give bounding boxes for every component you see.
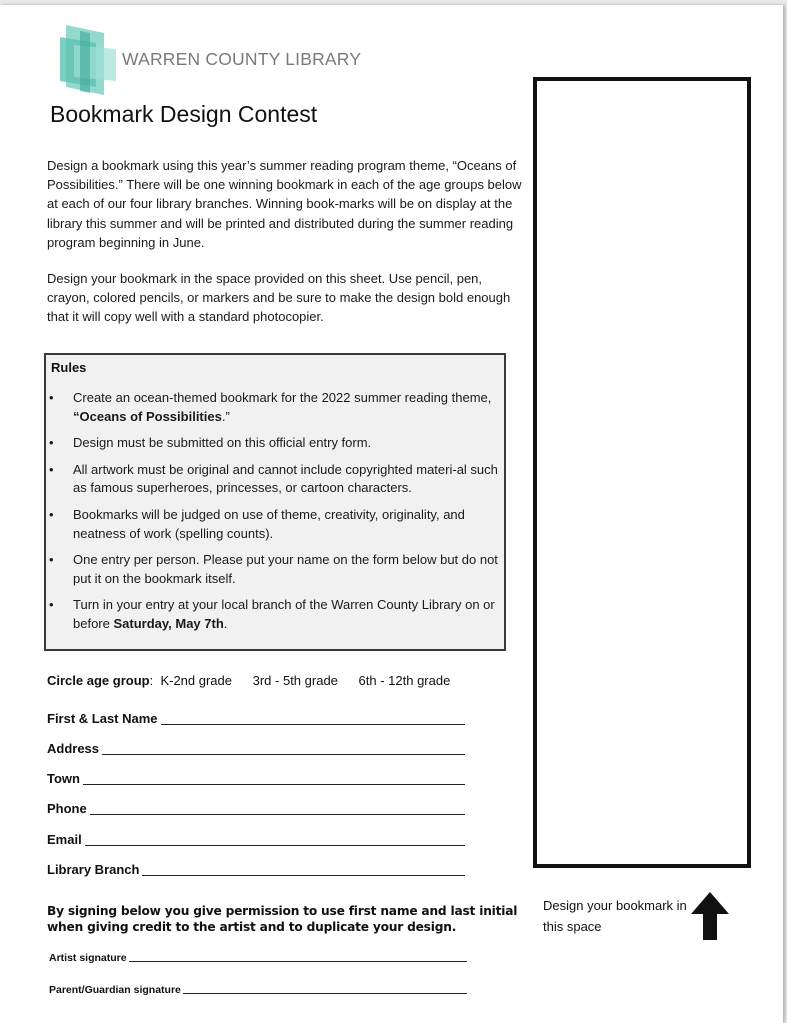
rules-heading: Rules: [51, 360, 87, 375]
parent-signature-line[interactable]: [183, 993, 467, 994]
town-field[interactable]: [47, 769, 465, 787]
email-field-line[interactable]: [85, 844, 465, 846]
bullet-icon: •: [49, 506, 54, 522]
phone-field[interactable]: [47, 799, 465, 817]
up-arrow-icon: [690, 890, 730, 942]
artist-signature-line[interactable]: [129, 961, 467, 962]
bullet-icon: •: [49, 597, 54, 613]
rule-bold-text: “Oceans of Possibilities: [73, 408, 222, 424]
rule-item: [46, 461, 502, 498]
page-title: Bookmark Design Contest: [50, 101, 318, 127]
address-field-line[interactable]: [102, 753, 465, 755]
document-page: [0, 5, 783, 1023]
phone-field-line[interactable]: [90, 813, 465, 815]
artist-signature-label: Artist signature: [49, 952, 127, 964]
intro-paragraph-2: Design your bookmark in the space provided on this sheet. Use pencil, pen, crayon, colored pencils, or markers and be sure to make the design bold enough that it will copy well with a standard photocopier.: [47, 271, 511, 325]
bullet-icon: •: [49, 461, 54, 477]
email-field[interactable]: [47, 830, 465, 848]
age-group-label: Circle age group: [47, 673, 150, 688]
library-branch-field[interactable]: [47, 860, 465, 878]
rule-text: All artwork must be original and cannot include copyrighted materi-al such as famous superheroes, princesses, or cartoon characters.: [73, 461, 498, 496]
bullet-icon: •: [49, 435, 54, 451]
permission-statement: By signing below you give permission to use first name and last initial when giving credit to the artist and to duplicate your design.: [47, 904, 518, 934]
rule-item: [46, 389, 502, 426]
library-branch-field-line[interactable]: [142, 874, 465, 876]
age-option-6-12[interactable]: 6th - 12th grade: [358, 673, 451, 688]
rules-list: [46, 389, 502, 642]
bullet-icon: •: [49, 390, 54, 405]
address-field-label: Address: [47, 741, 100, 756]
age-option-k-2[interactable]: K-2nd grade: [160, 673, 232, 688]
bullet-icon: •: [49, 552, 54, 568]
town-field-label: Town: [47, 771, 80, 786]
rule-text: Create an ocean-themed bookmark for the 2022 summer reading theme,: [73, 390, 492, 405]
age-group-row: [47, 673, 467, 688]
rule-text: Design must be submitted on this official entry form.: [73, 435, 372, 451]
name-field-label: First & Last Name: [47, 711, 158, 726]
rule-item: [46, 434, 502, 453]
rules-box: [44, 353, 506, 651]
rule-bold-text: Saturday, May 7th: [113, 615, 224, 631]
rule-text: Turn in your entry at your local branch of the Warren County Library on or before: [73, 597, 495, 631]
rule-text-end: .: [223, 615, 228, 631]
bookmark-design-area[interactable]: [533, 77, 751, 868]
name-field-line[interactable]: [161, 723, 465, 725]
age-option-3-5[interactable]: 3rd - 5th grade: [252, 673, 338, 688]
rule-text-end: .”: [221, 408, 230, 424]
phone-field-label: Phone: [47, 801, 87, 816]
library-name: WARREN COUNTY LIBRARY: [122, 49, 362, 69]
library-branch-field-label: Library Branch: [47, 862, 140, 877]
age-group-colon: :: [149, 673, 154, 688]
rule-item: [46, 551, 502, 588]
rule-text: One entry per person. Please put your name on the form below but do not put it on the bookmark itself.: [73, 552, 498, 586]
rule-text: Bookmarks will be judged on use of theme, creativity, originality, and neatness of work (spelling counts).: [73, 506, 465, 541]
intro-paragraph-1: Design a bookmark using this year’s summer reading program theme, “Oceans of Possibilities.” There will be one winning bookmark in each of the age groups below at each of our four library branches. Winning book-marks will be on display at the library this summer and will be printed and distributed during the summer reading program beginning in June.: [47, 158, 522, 250]
design-area-caption: Design your bookmark in this space: [543, 898, 687, 934]
rule-item: [46, 596, 502, 633]
artist-signature-field[interactable]: [49, 948, 467, 964]
name-field[interactable]: [47, 709, 465, 727]
parent-signature-label: Parent/Guardian signature: [49, 984, 181, 996]
email-field-label: Email: [47, 832, 82, 847]
library-logo-icon: [60, 23, 116, 97]
parent-signature-field[interactable]: [49, 980, 467, 996]
rule-item: [46, 506, 502, 543]
town-field-line[interactable]: [83, 783, 465, 785]
address-field[interactable]: [47, 739, 465, 757]
